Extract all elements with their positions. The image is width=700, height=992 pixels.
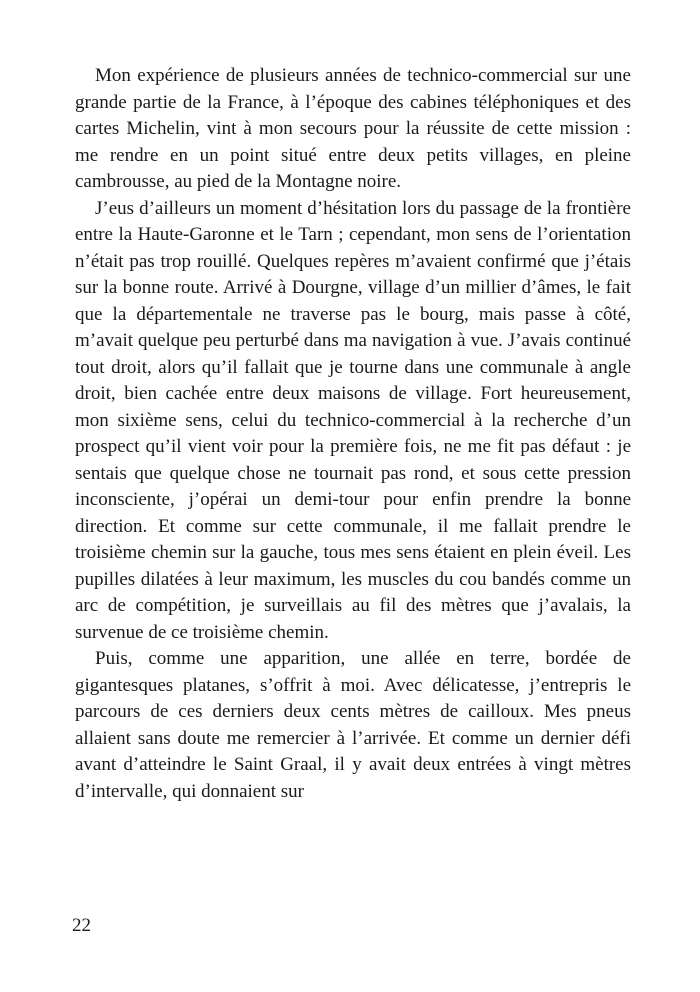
- paragraph-1: Mon expérience de plusieurs années de technico-commercial sur une grande partie de la France, à l’époque des cabines téléphoniques et des cartes Michelin, vint à mon secours pour la réussite de cette mission : me rendre en un point situé entre deux petits villages, en pleine cambrousse, au pied de la Montagne noire.: [75, 65, 631, 192]
- paragraph-3: Puis, comme une apparition, une allée en terre, bordée de gigantesques platanes, s’offrit à moi. Avec délicatesse, j’entrepris le parcours de ces derniers deux cents mètres de cailloux. Mes pneus allaient sans doute me remercier à l’arrivée. Et comme un dernier défi avant d’atteindre le Saint Graal, il y avait deux entrées à vingt mètres d’intervalle, qui donnaient sur: [75, 648, 631, 802]
- body-text: [75, 63, 631, 805]
- page-number: 22: [72, 915, 91, 936]
- paragraph-2: J’eus d’ailleurs un moment d’hésitation lors du passage de la frontière entre la Haute-Garonne et le Tarn ; cependant, mon sens de l’orientation n’était pas trop rouillé. Quelques repères m’avaient confirmé que j’étais sur la bonne route. Arrivé à Dourgne, village d’un millier d’âmes, le fait que la départementale ne traverse pas le bourg, mais passe à côté, m’avait quelque peu perturbé dans ma navigation à vue. J’avais continué tout droit, alors qu’il fallait que je tourne dans une communale à angle droit, bien cachée entre deux maisons de village. Fort heureusement, mon sixième sens, celui du technico-commercial à la recherche d’un prospect qu’il vient voir pour la première fois, ne me fit pas défaut : je sentais que quelque chose ne tournait pas rond, et sous cette pression inconsciente, j’opérai un demi-tour pour enfin prendre la bonne direction. Et comme sur cette communale, il me fallait prendre le troisième chemin sur la gauche, tous mes sens étaient en plein éveil. Les pupilles dilatées à leur maximum, les muscles du cou bandés comme un arc de compétition, je surveillais au fil des mètres que j’avalais, la survenue de ce troisième chemin.: [75, 197, 631, 643]
